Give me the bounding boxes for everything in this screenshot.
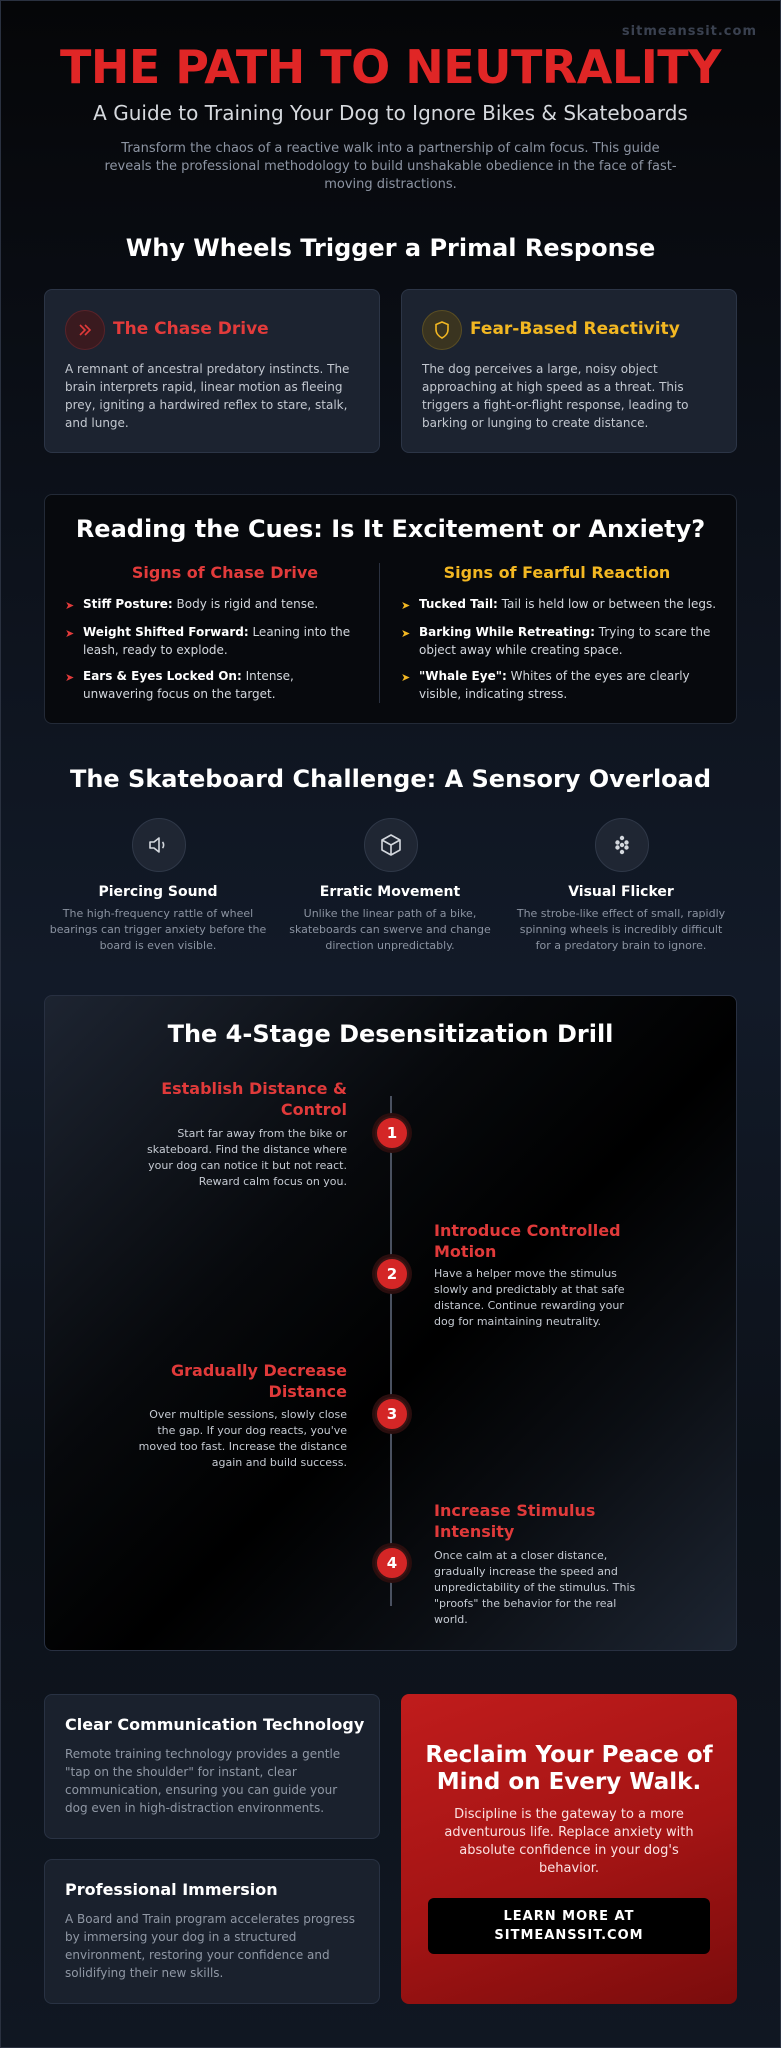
card-title: The Chase Drive — [113, 319, 269, 339]
speaker-icon — [132, 818, 186, 872]
feature-text: Unlike the linear path of a bike, skateboards can swerve and change direction unpredictably. — [289, 907, 491, 952]
info-title: Clear Communication Technology — [65, 1715, 365, 1734]
arrow-icon: ➤ — [65, 671, 75, 684]
info-card-technology — [44, 1694, 380, 1839]
drill-heading: The 4-Stage Desensitization Drill — [167, 1020, 614, 1048]
fear-cue: Tucked Tail: Tail is held low or between the legs. — [419, 597, 717, 611]
card-title: Fear-Based Reactivity — [470, 319, 680, 339]
feature-title: Erratic Movement — [319, 884, 461, 900]
info-text: Remote training technology provides a gentle "tap on the shoulder" for instant, clear communication, ensuring you can guide your dog even in high-distraction environments. — [65, 1747, 341, 1815]
info-title: Professional Immersion — [65, 1880, 278, 1899]
feature-text: The strobe-like effect of small, rapidly spinning wheels is incredibly difficult for a predatory brain to ignore. — [516, 907, 726, 952]
card-text: A remnant of ancestral predatory instincts. The brain interprets rapid, linear motion as fleeing prey, igniting a hardwired reflex to stare, stalk, and lunge. — [65, 362, 350, 430]
step-number: 4 — [375, 1546, 409, 1580]
arrow-icon: ➤ — [65, 599, 75, 612]
step-text: Start far away from the bike or skateboard. Find the distance where your dog can notice it but not react. Reward calm focus on you. — [147, 1127, 347, 1188]
fear-cue: "Whale Eye": Whites of the eyes are clearly visible, indicating stress. — [419, 669, 690, 701]
feature-text: The high-frequency rattle of wheel bearings can trigger anxiety before the board is even visible. — [49, 907, 267, 952]
chase-cue: Weight Shifted Forward: Leaning into the leash, ready to explode. — [83, 625, 351, 657]
arrow-icon: ➤ — [401, 627, 411, 640]
arrow-icon: ➤ — [65, 627, 75, 640]
arrow-icon: ➤ — [401, 671, 411, 684]
divider — [379, 563, 380, 703]
fear-cue: Barking While Retreating: Trying to scare the object away while creating space. — [419, 625, 711, 657]
step-number: 2 — [375, 1257, 409, 1291]
feature-title: Visual Flicker — [568, 884, 674, 900]
step-text: Over multiple sessions, slowly close the gap. If your dog reacts, you've moved too fast. Increase the distance again and build success. — [138, 1408, 347, 1469]
step-title: Increase Stimulus Intensity — [434, 1501, 596, 1541]
feature-title: Piercing Sound — [98, 884, 218, 900]
cube-icon — [364, 818, 418, 872]
dots-diamond-icon — [595, 818, 649, 872]
timeline-line — [390, 1096, 392, 1606]
cues-heading: Reading the Cues: Is It Excitement or Anxiety? — [75, 515, 706, 543]
step-title: Establish Distance & Control — [161, 1079, 347, 1119]
arrow-icon: ➤ — [401, 599, 411, 612]
chase-signs-heading: Signs of Chase Drive — [131, 563, 319, 582]
fear-reactivity-card — [401, 289, 737, 453]
page-title: THE PATH TO NEUTRALITY — [59, 40, 721, 94]
info-text: A Board and Train program accelerates progress by immersing your dog in a structured environment, restoring your confidence and solidifying their new skills. — [65, 1912, 356, 1980]
cta-text: Discipline is the gateway to a more adventurous life. Replace anxiety with absolute confidence in your dog's behavior. — [444, 1807, 694, 1876]
skateboard-heading: The Skateboard Challenge: A Sensory Overload — [69, 765, 712, 793]
brand-url: sitmeanssit.com — [621, 24, 757, 39]
step-number: 3 — [375, 1397, 409, 1431]
step-number: 1 — [375, 1116, 409, 1150]
drill-panel — [44, 995, 737, 1651]
triggers-heading: Why Wheels Trigger a Primal Response — [125, 234, 656, 262]
info-card-immersion — [44, 1859, 380, 2004]
card-text: The dog perceives a large, noisy object approaching at high speed as a threat. This triggers a fight-or-flight response, leading to barking or lunging to create distance. — [422, 362, 689, 430]
cues-panel — [44, 494, 737, 724]
shield-icon — [422, 310, 462, 350]
step-title: Gradually Decrease Distance — [171, 1361, 347, 1401]
page-subtitle: A Guide to Training Your Dog to Ignore Bikes & Skateboards — [93, 101, 688, 125]
intro-text: Transform the chaos of a reactive walk into a partnership of calm focus. This guide reveals the professional methodology to build unshakable obedience in the face of fast-moving distractions. — [104, 141, 677, 192]
cta-title: Reclaim Your Peace of Mind on Every Walk. — [425, 1742, 713, 1795]
chase-drive-card — [44, 289, 380, 453]
step-title: Introduce Controlled Motion — [434, 1221, 621, 1261]
step-text: Have a helper move the stimulus slowly and predictably at that safe distance. Continue rewarding your dog for maintaining neutrality. — [434, 1267, 625, 1328]
fear-signs-heading: Signs of Fearful Reaction — [443, 563, 671, 582]
learn-more-button[interactable]: LEARN MORE AT SITMEANSSIT.COM — [428, 1898, 710, 1954]
cta-panel — [401, 1694, 737, 2004]
chevrons-right-icon — [65, 310, 105, 350]
chase-cue: Stiff Posture: Body is rigid and tense. — [83, 597, 319, 611]
chase-cue: Ears & Eyes Locked On: Intense, unwavering focus on the target. — [83, 669, 294, 701]
step-text: Once calm at a closer distance, gradually increase the speed and unpredictability of the stimulus. This "proofs" the behavior for the real world. — [434, 1549, 636, 1626]
